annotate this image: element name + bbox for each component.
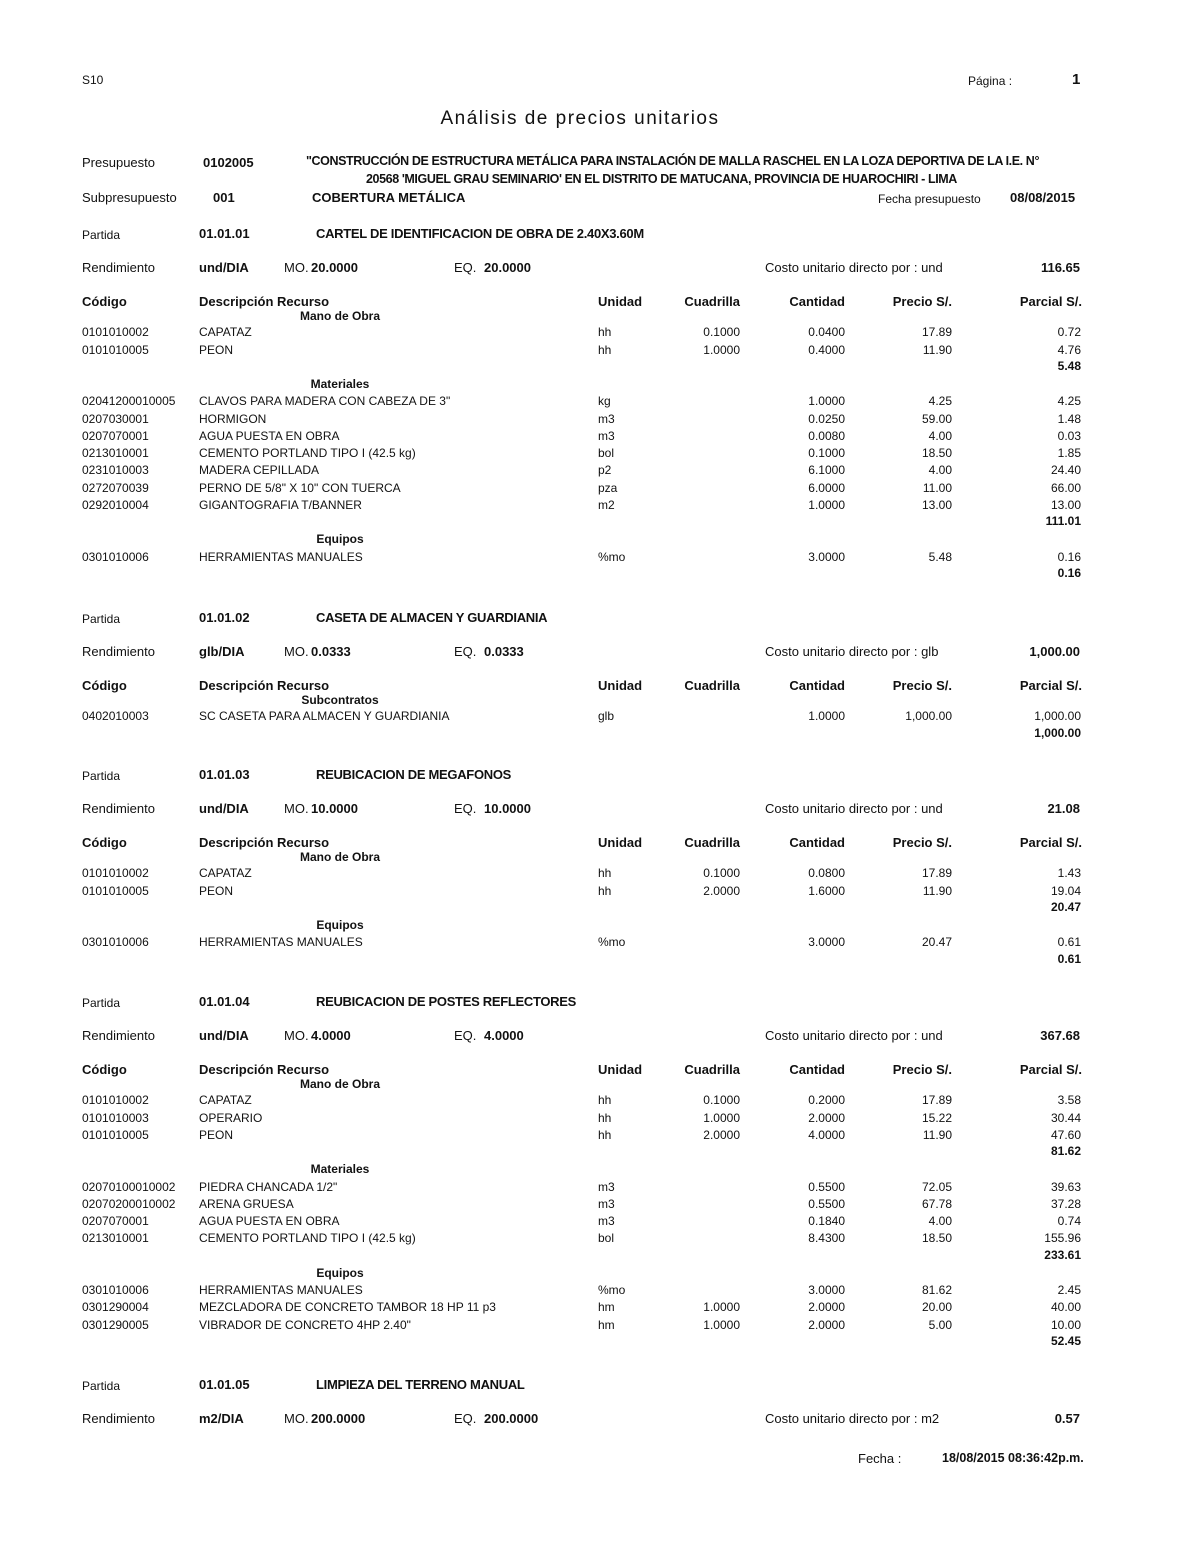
group-subtotal: 0.61 xyxy=(1057,951,1081,966)
resource-precio: 5.48 xyxy=(928,549,952,564)
resource-parcial: 24.40 xyxy=(1050,463,1081,478)
resource-cantidad: 1.0000 xyxy=(808,498,845,512)
resource-code: 02070200010002 xyxy=(82,1196,176,1211)
costo-value: 0.57 xyxy=(1054,1411,1080,1426)
header-cuadrilla: Cuadrilla xyxy=(684,294,740,309)
group-subtotal: 233.61 xyxy=(1044,1247,1081,1262)
resource-cantidad: 2.0000 xyxy=(808,1300,845,1315)
resource-code: 0213010001 xyxy=(82,446,149,461)
header-descripcion: Descripción Recurso xyxy=(199,294,330,309)
partida-code: 01.01.05 xyxy=(199,1377,250,1392)
header-parcial: Parcial S/. xyxy=(1019,835,1082,850)
eq-value: 20.0000 xyxy=(484,260,531,275)
rendimiento-unit: und/DIA xyxy=(199,1028,249,1043)
presupuesto-name-line1: "CONSTRUCCIÓN DE ESTRUCTURA METÁLICA PARA INSTALACIÓN DE MALLA RASCHEL EN LA LOZA DEPORTIVA DE LA I.E. N° xyxy=(306,154,1040,168)
resource-parcial: 4.76 xyxy=(1057,342,1081,357)
partida-label: Partida xyxy=(82,996,121,1010)
resource-parcial: 3.58 xyxy=(1057,1093,1081,1108)
header-unidad: Unidad xyxy=(598,1062,643,1077)
costo-label: Costo unitario directo por : und xyxy=(765,260,943,275)
mo-label: MO. xyxy=(284,644,309,659)
resource-parcial: 1.43 xyxy=(1057,866,1081,881)
header-codigo: Código xyxy=(82,835,127,850)
mo-value: 200.0000 xyxy=(311,1411,366,1426)
resource-precio: 1,000.00 xyxy=(905,709,952,724)
resource-cantidad: 0.1840 xyxy=(808,1214,845,1229)
resource-precio: 72.05 xyxy=(921,1179,952,1194)
eq-label: EQ. xyxy=(454,801,477,816)
header-precio: Precio S/. xyxy=(892,835,952,850)
header-cuadrilla: Cuadrilla xyxy=(684,678,740,693)
costo-label: Costo unitario directo por : und xyxy=(765,801,943,816)
resource-parcial: 0.61 xyxy=(1057,935,1081,950)
resource-parcial: 19.04 xyxy=(1050,883,1081,898)
footer-fecha-value: 18/08/2015 08:36:42p.m. xyxy=(942,1451,1084,1465)
header-parcial: Parcial S/. xyxy=(1019,678,1082,693)
rendimiento-label: Rendimiento xyxy=(82,644,155,659)
resource-parcial: 4.25 xyxy=(1057,394,1081,409)
mo-label: MO. xyxy=(284,1028,309,1043)
resource-description: GIGANTOGRAFIA T/BANNER xyxy=(199,498,362,512)
header-precio: Precio S/. xyxy=(892,1062,952,1077)
mo-value: 4.0000 xyxy=(311,1028,351,1043)
system-label: S10 xyxy=(82,73,104,87)
header-descripcion: Descripción Recurso xyxy=(199,1062,330,1077)
resource-description: PEON xyxy=(199,1127,234,1142)
resource-precio: 20.47 xyxy=(921,935,952,950)
mo-value: 0.0333 xyxy=(311,644,351,659)
resource-unit: m2 xyxy=(598,498,615,512)
resource-unit: hh xyxy=(598,325,612,340)
resource-cuadrilla: 1.0000 xyxy=(703,1110,740,1125)
resource-unit: hh xyxy=(598,1093,612,1108)
mo-label: MO. xyxy=(284,260,309,275)
rendimiento-unit: und/DIA xyxy=(199,801,249,816)
resource-code: 0301010006 xyxy=(82,549,149,564)
header-cantidad: Cantidad xyxy=(789,1062,845,1077)
presupuesto-code: 0102005 xyxy=(203,155,254,170)
resource-unit: hh xyxy=(598,883,612,898)
group-name: Equipos xyxy=(316,917,364,932)
header-cuadrilla: Cuadrilla xyxy=(684,835,740,850)
resource-description: HERRAMIENTAS MANUALES xyxy=(199,549,363,564)
resource-cantidad: 1.0000 xyxy=(808,394,845,409)
resource-code: 0272070039 xyxy=(82,480,149,495)
resource-precio: 5.00 xyxy=(928,1317,952,1332)
resource-description: PERNO DE 5/8" X 10" CON TUERCA xyxy=(199,480,401,495)
resource-cuadrilla: 0.1000 xyxy=(703,1093,740,1108)
partida-code: 01.01.01 xyxy=(199,226,250,241)
resource-description: AGUA PUESTA EN OBRA xyxy=(199,428,340,443)
resource-parcial: 37.28 xyxy=(1050,1196,1081,1211)
resource-precio: 13.00 xyxy=(921,498,952,512)
group-name: Subcontratos xyxy=(301,693,379,707)
resource-cantidad: 0.5500 xyxy=(808,1196,845,1211)
header-cuadrilla: Cuadrilla xyxy=(684,1062,740,1077)
group-subtotal: 5.48 xyxy=(1057,358,1081,373)
resource-cantidad: 2.0000 xyxy=(808,1110,845,1125)
partida-label: Partida xyxy=(82,228,121,242)
eq-value: 200.0000 xyxy=(484,1411,539,1426)
eq-value: 4.0000 xyxy=(484,1028,524,1043)
resource-precio: 15.22 xyxy=(921,1110,952,1125)
resource-cuadrilla: 2.0000 xyxy=(703,883,740,898)
resource-precio: 18.50 xyxy=(921,446,952,461)
header-codigo: Código xyxy=(82,678,127,693)
partida-name: CASETA DE ALMACEN Y GUARDIANIA xyxy=(316,610,548,625)
resource-description: CEMENTO PORTLAND TIPO I (42.5 kg) xyxy=(199,446,416,461)
resource-cantidad: 0.0400 xyxy=(808,325,845,340)
resource-description: CAPATAZ xyxy=(199,1093,252,1108)
resource-precio: 4.00 xyxy=(928,1214,952,1229)
costo-value: 21.08 xyxy=(1047,801,1080,816)
resource-parcial: 0.72 xyxy=(1057,325,1081,340)
subpresupuesto-code: 001 xyxy=(213,190,235,205)
resource-cantidad: 3.0000 xyxy=(808,1283,845,1297)
resource-description: OPERARIO xyxy=(199,1110,263,1125)
resource-code: 0231010003 xyxy=(82,463,149,478)
rendimiento-label: Rendimiento xyxy=(82,1028,155,1043)
resource-unit: bol xyxy=(598,1231,615,1246)
costo-value: 367.68 xyxy=(1040,1028,1080,1043)
resource-cantidad: 0.1000 xyxy=(808,446,845,461)
partida-name: LIMPIEZA DEL TERRENO MANUAL xyxy=(316,1377,525,1392)
resource-parcial: 40.00 xyxy=(1050,1300,1081,1315)
partida-label: Partida xyxy=(82,612,121,626)
resource-description: HORMIGON xyxy=(199,411,267,426)
resource-code: 0101010002 xyxy=(82,1093,149,1108)
resource-description: MEZCLADORA DE CONCRETO TAMBOR 18 HP 11 p3 xyxy=(199,1300,496,1315)
partida-name: REUBICACION DE MEGAFONOS xyxy=(316,767,512,782)
resource-cuadrilla: 2.0000 xyxy=(703,1127,740,1142)
resource-code: 0101010002 xyxy=(82,866,149,881)
resource-parcial: 2.45 xyxy=(1057,1283,1081,1297)
resource-unit: kg xyxy=(598,394,611,409)
rendimiento-unit: glb/DIA xyxy=(199,644,245,659)
rendimiento-unit: m2/DIA xyxy=(199,1411,244,1426)
resource-precio: 11.90 xyxy=(922,342,952,357)
resource-cuadrilla: 1.0000 xyxy=(703,1317,740,1332)
resource-precio: 4.00 xyxy=(928,463,952,478)
resource-unit: %mo xyxy=(598,935,626,950)
group-subtotal: 52.45 xyxy=(1050,1333,1081,1348)
costo-label: Costo unitario directo por : und xyxy=(765,1028,943,1043)
rendimiento-unit: und/DIA xyxy=(199,260,249,275)
resource-parcial: 47.60 xyxy=(1050,1127,1081,1142)
partida-code: 01.01.03 xyxy=(199,767,250,782)
group-name: Materiales xyxy=(310,376,370,391)
resource-precio: 17.89 xyxy=(921,1093,952,1108)
presupuesto-label: Presupuesto xyxy=(82,155,155,170)
resource-code: 0101010005 xyxy=(82,883,149,898)
header-unidad: Unidad xyxy=(598,678,643,693)
group-subtotal: 20.47 xyxy=(1050,899,1081,914)
resource-description: PEON xyxy=(199,342,234,357)
resource-cantidad: 4.0000 xyxy=(808,1127,845,1142)
header-unidad: Unidad xyxy=(598,835,643,850)
resource-parcial: 1.48 xyxy=(1057,411,1081,426)
header-unidad: Unidad xyxy=(598,294,643,309)
group-subtotal: 111.01 xyxy=(1045,514,1081,529)
partida-code: 01.01.02 xyxy=(199,610,250,625)
costo-label: Costo unitario directo por : m2 xyxy=(765,1411,940,1426)
resource-unit: pza xyxy=(598,480,618,495)
mo-value: 10.0000 xyxy=(311,801,358,816)
subpresupuesto-name: COBERTURA METÁLICA xyxy=(312,190,466,205)
resource-description: MADERA CEPILLADA xyxy=(199,463,320,478)
resource-unit: m3 xyxy=(598,428,615,443)
eq-label: EQ. xyxy=(454,1411,477,1426)
resource-cantidad: 2.0000 xyxy=(808,1317,845,1332)
mo-value: 20.0000 xyxy=(311,260,358,275)
header-codigo: Código xyxy=(82,1062,127,1077)
resource-code: 0301290004 xyxy=(82,1300,149,1315)
resource-unit: hh xyxy=(598,342,612,357)
resource-cantidad: 0.0250 xyxy=(808,411,845,426)
header-codigo: Código xyxy=(82,294,127,309)
resource-description: SC CASETA PARA ALMACEN Y GUARDIANIA xyxy=(199,709,450,724)
resource-code: 0101010005 xyxy=(82,1127,149,1142)
group-subtotal: 1,000.00 xyxy=(1034,725,1081,740)
fecha-presupuesto-label: Fecha presupuesto xyxy=(878,192,981,206)
page-number: 1 xyxy=(1072,71,1081,88)
resource-precio: 67.78 xyxy=(921,1196,952,1211)
resource-description: HERRAMIENTAS MANUALES xyxy=(199,935,363,950)
rendimiento-label: Rendimiento xyxy=(82,801,155,816)
resource-description: PIEDRA CHANCADA 1/2" xyxy=(199,1179,338,1194)
header-descripcion: Descripción Recurso xyxy=(199,835,330,850)
resource-description: HERRAMIENTAS MANUALES xyxy=(199,1283,363,1297)
resource-unit: %mo xyxy=(598,1283,626,1297)
partida-label: Partida xyxy=(82,1379,121,1393)
resource-description: CLAVOS PARA MADERA CON CABEZA DE 3" xyxy=(199,394,451,409)
resource-code: 0101010003 xyxy=(82,1110,149,1125)
resource-unit: m3 xyxy=(598,411,615,426)
eq-label: EQ. xyxy=(454,260,477,275)
eq-value: 0.0333 xyxy=(484,644,524,659)
resource-unit: hm xyxy=(598,1317,615,1332)
partida-name: CARTEL DE IDENTIFICACION DE OBRA DE 2.40X3.60M xyxy=(316,226,644,241)
resource-precio: 4.25 xyxy=(928,394,952,409)
resource-unit: hh xyxy=(598,866,612,881)
resource-unit: hh xyxy=(598,1127,612,1142)
resource-code: 0101010005 xyxy=(82,342,149,357)
costo-label: Costo unitario directo por : glb xyxy=(765,644,939,659)
resource-parcial: 1.85 xyxy=(1057,446,1081,461)
resource-parcial: 66.00 xyxy=(1050,480,1081,495)
resource-unit: hm xyxy=(598,1300,615,1315)
resource-description: CAPATAZ xyxy=(199,866,252,881)
resource-cantidad: 1.6000 xyxy=(808,883,845,898)
subpresupuesto-label: Subpresupuesto xyxy=(82,190,177,205)
resource-code: 0213010001 xyxy=(82,1231,149,1246)
partida-label: Partida xyxy=(82,769,121,783)
group-name: Mano de Obra xyxy=(299,850,380,864)
page-title: Análisis de precios unitarios xyxy=(440,108,720,129)
resource-code: 0402010003 xyxy=(82,709,149,724)
resource-code: 02070100010002 xyxy=(82,1179,176,1194)
resource-parcial: 0.03 xyxy=(1057,428,1081,443)
rendimiento-label: Rendimiento xyxy=(82,260,155,275)
resource-cantidad: 0.0080 xyxy=(808,428,845,443)
group-subtotal: 81.62 xyxy=(1050,1144,1081,1159)
resource-code: 0207070001 xyxy=(82,428,149,443)
eq-value: 10.0000 xyxy=(484,801,531,816)
group-name: Materiales xyxy=(310,1162,370,1177)
resource-parcial: 13.00 xyxy=(1050,498,1081,512)
resource-description: PEON xyxy=(199,883,234,898)
rendimiento-label: Rendimiento xyxy=(82,1411,155,1426)
mo-label: MO. xyxy=(284,1411,309,1426)
resource-unit: m3 xyxy=(598,1196,615,1211)
resource-code: 0207070001 xyxy=(82,1214,149,1229)
mo-label: MO. xyxy=(284,801,309,816)
resource-cantidad: 3.0000 xyxy=(808,935,845,950)
header-parcial: Parcial S/. xyxy=(1019,294,1082,309)
fecha-presupuesto-value: 08/08/2015 xyxy=(1010,190,1076,205)
resource-cantidad: 8.4300 xyxy=(808,1231,845,1246)
resource-parcial: 39.63 xyxy=(1050,1179,1081,1194)
resource-precio: 17.89 xyxy=(921,866,952,881)
resource-description: AGUA PUESTA EN OBRA xyxy=(199,1214,340,1229)
resource-parcial: 30.44 xyxy=(1050,1110,1081,1125)
resource-code: 0207030001 xyxy=(82,411,149,426)
header-cantidad: Cantidad xyxy=(789,294,845,309)
group-name: Equipos xyxy=(316,1265,364,1280)
resource-description: ARENA GRUESA xyxy=(199,1196,294,1211)
resource-parcial: 1,000.00 xyxy=(1034,709,1081,724)
partida-name: REUBICACION DE POSTES REFLECTORES xyxy=(316,994,577,1009)
resource-description: CAPATAZ xyxy=(199,325,252,340)
resource-precio: 4.00 xyxy=(928,428,952,443)
header-parcial: Parcial S/. xyxy=(1019,1062,1082,1077)
resource-precio: 11.90 xyxy=(922,1127,952,1142)
header-cantidad: Cantidad xyxy=(789,678,845,693)
resource-parcial: 10.00 xyxy=(1050,1317,1081,1332)
resource-precio: 17.89 xyxy=(921,325,952,340)
resource-precio: 81.62 xyxy=(921,1283,952,1297)
resource-unit: glb xyxy=(598,709,615,724)
resource-unit: p2 xyxy=(598,463,612,478)
resource-description: VIBRADOR DE CONCRETO 4HP 2.40" xyxy=(199,1317,411,1332)
resource-cantidad: 6.0000 xyxy=(808,480,845,495)
group-subtotal: 0.16 xyxy=(1057,565,1081,580)
resource-unit: m3 xyxy=(598,1179,615,1194)
resource-parcial: 155.96 xyxy=(1044,1231,1081,1246)
resource-precio: 20.00 xyxy=(921,1300,952,1315)
partida-code: 01.01.04 xyxy=(199,994,250,1009)
resource-cantidad: 1.0000 xyxy=(808,709,845,724)
group-name: Mano de Obra xyxy=(299,1077,380,1091)
footer-fecha-label: Fecha : xyxy=(858,1451,902,1466)
resource-cuadrilla: 0.1000 xyxy=(703,866,740,881)
resource-unit: bol xyxy=(598,446,615,461)
presupuesto-name-line2: 20568 'MIGUEL GRAU SEMINARIO' EN EL DISTRITO DE MATUCANA, PROVINCIA DE HUAROCHIRI - LIMA xyxy=(366,172,957,186)
header-precio: Precio S/. xyxy=(892,678,952,693)
resource-precio: 18.50 xyxy=(921,1231,952,1246)
page-label: Página : xyxy=(968,74,1013,88)
resource-code: 0292010004 xyxy=(82,498,149,512)
resource-code: 0301010006 xyxy=(82,1283,149,1297)
header-cantidad: Cantidad xyxy=(789,835,845,850)
resource-code: 0301010006 xyxy=(82,935,149,950)
resource-cuadrilla: 1.0000 xyxy=(703,1300,740,1315)
resource-code: 0101010002 xyxy=(82,325,149,340)
costo-value: 116.65 xyxy=(1040,260,1080,275)
resource-precio: 11.00 xyxy=(922,480,952,495)
resource-cantidad: 3.0000 xyxy=(808,549,845,564)
resource-cantidad: 0.4000 xyxy=(808,342,845,357)
resource-unit: %mo xyxy=(598,549,626,564)
resource-code: 02041200010005 xyxy=(82,394,176,409)
resource-cantidad: 0.5500 xyxy=(808,1179,845,1194)
header-precio: Precio S/. xyxy=(892,294,952,309)
resource-cantidad: 6.1000 xyxy=(808,463,845,478)
resource-parcial: 0.16 xyxy=(1057,549,1081,564)
resource-cantidad: 0.2000 xyxy=(808,1093,845,1108)
resource-code: 0301290005 xyxy=(82,1317,149,1332)
eq-label: EQ. xyxy=(454,644,477,659)
header-descripcion: Descripción Recurso xyxy=(199,678,330,693)
resource-unit: m3 xyxy=(598,1214,615,1229)
group-name: Mano de Obra xyxy=(299,309,380,323)
resource-cuadrilla: 1.0000 xyxy=(703,342,740,357)
eq-label: EQ. xyxy=(454,1028,477,1043)
resource-precio: 59.00 xyxy=(921,411,952,426)
resource-precio: 11.90 xyxy=(922,883,952,898)
resource-parcial: 0.74 xyxy=(1057,1214,1081,1229)
resource-unit: hh xyxy=(598,1110,612,1125)
group-name: Equipos xyxy=(316,532,364,547)
costo-value: 1,000.00 xyxy=(1029,644,1080,659)
resource-description: CEMENTO PORTLAND TIPO I (42.5 kg) xyxy=(199,1231,416,1246)
resource-cantidad: 0.0800 xyxy=(808,866,845,881)
resource-cuadrilla: 0.1000 xyxy=(703,325,740,340)
